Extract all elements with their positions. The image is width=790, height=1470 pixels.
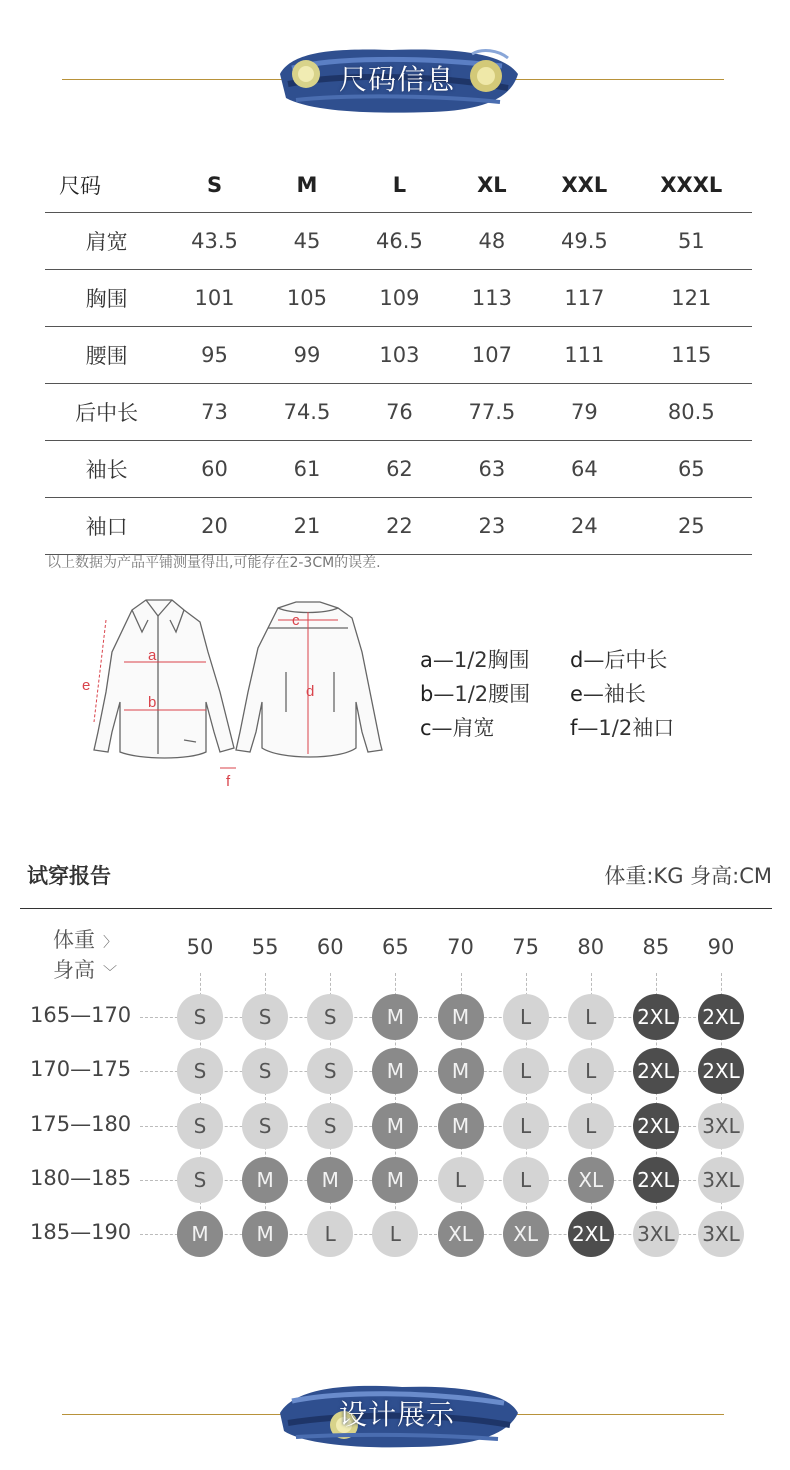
size-recommendation-dot: S	[242, 994, 288, 1040]
size-recommendation-dot: 2XL	[698, 1048, 744, 1094]
banner-line-left	[62, 1414, 282, 1415]
table-cell: 103	[353, 327, 445, 384]
table-cell: 22	[353, 498, 445, 555]
table-cell: 77.5	[446, 384, 538, 441]
table-cell: 109	[353, 270, 445, 327]
size-header-cell: XXL	[538, 157, 630, 213]
table-cell: 121	[631, 270, 752, 327]
table-cell: 111	[538, 327, 630, 384]
height-row-label: 180—185	[30, 1165, 132, 1190]
size-recommendation-dot: 2XL	[633, 1157, 679, 1203]
size-recommendation-dot: S	[177, 1103, 223, 1149]
table-cell: 62	[353, 441, 445, 498]
size-recommendation-dot: M	[438, 1048, 484, 1094]
size-recommendation-dot: M	[372, 1048, 418, 1094]
size-recommendation-dot: XL	[438, 1211, 484, 1257]
size-recommendation-dot: L	[568, 994, 614, 1040]
size-recommendation-dot: 2XL	[633, 1103, 679, 1149]
size-recommendation-dot: S	[242, 1103, 288, 1149]
size-recommendation-dot: L	[438, 1157, 484, 1203]
banner-line-left	[62, 79, 282, 80]
table-cell: 21	[261, 498, 353, 555]
table-cell: 99	[261, 327, 353, 384]
table-cell: 79	[538, 384, 630, 441]
table-cell: 23	[446, 498, 538, 555]
table-cell: 20	[168, 498, 260, 555]
size-recommendation-dot: M	[242, 1157, 288, 1203]
legend-item: c—肩宽	[420, 716, 495, 740]
table-cell: 76	[353, 384, 445, 441]
row-label: 袖长	[45, 441, 168, 498]
size-recommendation-dot: 3XL	[698, 1103, 744, 1149]
size-recommendation-dot: L	[503, 994, 549, 1040]
size-recommendation-dot: S	[242, 1048, 288, 1094]
table-cell: 74.5	[261, 384, 353, 441]
weight-column-label: 80	[577, 935, 605, 959]
size-recommendation-dot: M	[307, 1157, 353, 1203]
table-cell: 61	[261, 441, 353, 498]
size-recommendation-dot: S	[307, 1048, 353, 1094]
legend-item: d—后中长	[570, 648, 668, 672]
size-recommendation-dot: XL	[503, 1211, 549, 1257]
row-label: 后中长	[45, 384, 168, 441]
shirt-front-illustration	[94, 600, 234, 758]
report-divider	[20, 908, 772, 909]
table-cell: 117	[538, 270, 630, 327]
chevron-down-icon: ﹀	[103, 965, 117, 981]
size-recommendation-dot: 2XL	[698, 994, 744, 1040]
height-axis-header	[53, 954, 117, 984]
units-label: 体重:KG 身高:CM	[604, 864, 772, 888]
size-recommendation-dot: M	[242, 1211, 288, 1257]
design-showcase-banner	[0, 1375, 790, 1455]
table-cell: 63	[446, 441, 538, 498]
legend-item: b—1/2腰围	[420, 682, 531, 706]
size-header-cell: S	[168, 157, 260, 213]
height-axis-label: 身高	[53, 958, 95, 982]
row-label: 肩宽	[45, 213, 168, 270]
weight-column-label: 75	[512, 935, 539, 959]
marker-label-a: a	[148, 647, 157, 664]
chevron-right-icon: 〉	[103, 935, 117, 951]
table-cell: 95	[168, 327, 260, 384]
weight-column-label: 50	[186, 935, 214, 959]
size-chart-table	[45, 157, 752, 555]
table-cell: 60	[168, 441, 260, 498]
height-row-label: 170—175	[30, 1057, 132, 1082]
size-header-cell: XL	[446, 157, 538, 213]
table-cell: 101	[168, 270, 260, 327]
row-label: 胸围	[45, 270, 168, 327]
table-cell: 107	[446, 327, 538, 384]
size-header-cell: L	[353, 157, 445, 213]
weight-column-label: 90	[707, 935, 735, 959]
size-recommendation-dot: M	[177, 1211, 223, 1257]
shirt-back-illustration	[236, 602, 382, 757]
table-row	[45, 270, 752, 327]
table-row	[45, 327, 752, 384]
size-recommendation-dot: 2XL	[633, 994, 679, 1040]
design-showcase-title: 设计展示	[338, 1398, 455, 1431]
table-cell: 65	[631, 441, 752, 498]
table-cell: 48	[446, 213, 538, 270]
size-header-cell: XXXL	[631, 157, 752, 213]
size-recommendation-dot: M	[438, 1103, 484, 1149]
legend-item: a—1/2胸围	[420, 648, 530, 672]
legend-item: f—1/2袖口	[570, 716, 675, 740]
size-recommendation-dot: L	[503, 1103, 549, 1149]
marker-label-e: e	[82, 677, 91, 694]
marker-label-f: f	[226, 773, 231, 790]
row-label: 腰围	[45, 327, 168, 384]
size-recommendation-dot: 3XL	[633, 1211, 679, 1257]
size-recommendation-dot: XL	[568, 1157, 614, 1203]
table-cell: 113	[446, 270, 538, 327]
weight-axis-header	[53, 924, 117, 954]
weight-column-label: 85	[642, 935, 670, 959]
size-recommendation-dot: S	[177, 994, 223, 1040]
size-recommendation-dot: L	[307, 1211, 353, 1257]
table-cell: 115	[631, 327, 752, 384]
table-cell: 105	[261, 270, 353, 327]
table-cell: 49.5	[538, 213, 630, 270]
size-recommendation-dot: M	[372, 1157, 418, 1203]
size-header-cell: M	[261, 157, 353, 213]
measurement-note: 以上数据为产品平铺测量得出,可能存在2-3CM的误差.	[47, 555, 381, 571]
table-cell: 73	[168, 384, 260, 441]
size-recommendation-dot: 2XL	[633, 1048, 679, 1094]
size-recommendation-dot: S	[307, 994, 353, 1040]
size-info-title: 尺码信息	[338, 63, 455, 96]
size-recommendation-dot: S	[177, 1157, 223, 1203]
shirt-measurement-diagram	[80, 592, 400, 792]
table-row	[45, 384, 752, 441]
size-table-header-row	[45, 157, 752, 213]
size-recommendation-dot: M	[438, 994, 484, 1040]
height-row-label: 175—180	[30, 1111, 132, 1136]
size-info-banner	[0, 40, 790, 120]
banner-line-right	[510, 1414, 724, 1415]
weight-column-label: 55	[251, 935, 279, 959]
size-recommendation-dot: M	[372, 1103, 418, 1149]
table-cell: 25	[631, 498, 752, 555]
row-label: 袖口	[45, 498, 168, 555]
size-recommendation-dot: 3XL	[698, 1157, 744, 1203]
marker-label-b: b	[148, 694, 157, 711]
table-cell: 80.5	[631, 384, 752, 441]
size-recommendation-dot: L	[568, 1103, 614, 1149]
table-cell: 43.5	[168, 213, 260, 270]
fitting-report-title: 试穿报告	[27, 864, 111, 888]
banner-line-right	[510, 79, 724, 80]
size-recommendation-dot: L	[503, 1048, 549, 1094]
table-cell: 46.5	[353, 213, 445, 270]
weight-column-label: 60	[316, 935, 344, 959]
size-recommendation-dot: L	[503, 1157, 549, 1203]
table-row	[45, 441, 752, 498]
size-recommendation-dot: M	[372, 994, 418, 1040]
weight-axis-label: 体重	[53, 928, 95, 952]
table-row	[45, 213, 752, 270]
height-row-label: 165—170	[30, 1003, 132, 1027]
marker-label-d: d	[306, 683, 315, 700]
table-cell: 51	[631, 213, 752, 270]
size-header-cell: 尺码	[45, 157, 168, 213]
size-recommendation-dot: L	[372, 1211, 418, 1257]
size-recommendation-dot: L	[568, 1048, 614, 1094]
height-row-label: 185—190	[30, 1220, 132, 1244]
legend-item: e—袖长	[570, 682, 646, 706]
size-recommendation-dot: S	[307, 1103, 353, 1149]
size-recommendation-dot: 3XL	[698, 1211, 744, 1257]
table-row	[45, 498, 752, 555]
weight-column-label: 70	[447, 935, 474, 959]
table-cell: 64	[538, 441, 630, 498]
size-recommendation-dot: 2XL	[568, 1211, 614, 1257]
table-cell: 45	[261, 213, 353, 270]
marker-label-c: c	[292, 612, 300, 629]
size-recommendation-dot: S	[177, 1048, 223, 1094]
table-cell: 24	[538, 498, 630, 555]
weight-column-label: 65	[382, 935, 409, 959]
